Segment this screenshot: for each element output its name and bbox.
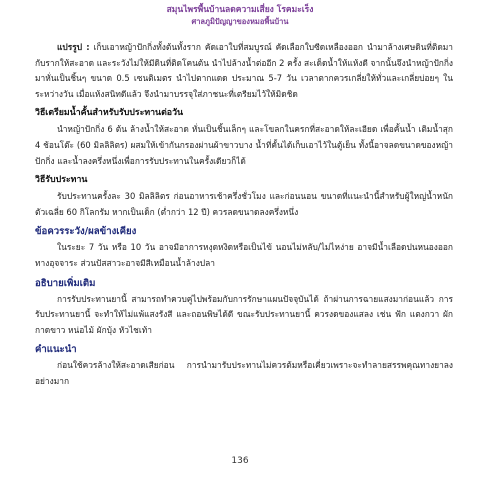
- intro-paragraph: [35, 40, 453, 102]
- section-title-warnings: ข้อควรระวัง/ผลข้างเคียง: [35, 226, 137, 238]
- section-text-preparation: นำหญ้าปักกิ่ง 6 ต้น ล้างน้ำให้สะอาด หั่นเป็นชิ้นเล็กๆ และโขลกในครกที่สะอาดให้ละเอียด เพื่อคั้นน้ำ เติมน้ำสุก 4 ช้อนโต๊ะ (60 มิลลิลิตร) ผสมให้เข้ากันกรองผ่านผ้าขาวบาง น้ำที่คั้นได้เก็บเอาไว้ในตู้เย็น ทั้งนี้อาจลดขนาดของหญ้าปักกิ่ง และน้ำลงครึ่งหนึ่งเพื่อการรับประทานในครั้งเดียวก็ได้: [35, 124, 453, 166]
- section-text-advice: ก่อนใช้ควรล้างให้สะอาดเสียก่อน การนำมารับประทานไม่ควรต้มหรือเคี่ยวเพราะจะทำลายสรรพคุณทางยาลงอย่างมาก: [35, 360, 453, 386]
- page-header: [0, 5, 480, 27]
- section-title-dosage: วิธีรับประทาน: [35, 175, 88, 186]
- intro-text: เก็บเอาหญ้าปักกิ่งทั้งต้นทั้งราก คัดเอาใบที่สมบูรณ์ คัดเลือกใบซีดเหลืองออก นำมาล้างเศษดินที่ติดมากับรากให้สะอาด และระวังไม่ให้มีดินที่ติดโคนต้น นำไปล้างน้ำต่ออีก 2 ครั้ง สะเด็ดน้ำให้แห้งดี จากนั้นจึงนำหญ้าปักกิ่งมาหั่นเป็นชิ้นๆ ขนาด 0.5 เซนติเมตร นำไปตากแดด ประมาณ 5-7 วัน เวลาตากควรเกลี่ยให้ทั่วและเกลี่ยบ่อยๆ ในระหว่างวัน เมื่อแห้งสนิทดีแล้ว จึงนำมาบรรจุใส่ภาชนะที่เตรียมไว้ให้มิดชิด: [35, 42, 454, 99]
- header-subtitle: ศาลภูมิปัญญาของหมอพื้นบ้าน: [191, 17, 289, 26]
- section-text-dosage: รับประทานครั้งละ 30 มิลลิลิตร ก่อนอาหารเช้าครึ่งชั่วโมง และก่อนนอน ขนาดที่แนะนำนี้สำหรับผู้ใหญ่น้ำหนักตัวเฉลี่ย 60 กิโลกรัม หากเป็นเด็ก (ต่ำกว่า 12 ปี) ควรลดขนาดลงครึ่งหนึ่ง: [35, 191, 453, 217]
- page-number: 136: [231, 456, 249, 466]
- intro-lead: แปรรูป :: [57, 42, 90, 52]
- section-title-additional: อธิบายเพิ่มเติม: [35, 277, 96, 289]
- section-title-advice: คำแนะนำ: [35, 344, 77, 356]
- section-title-preparation: วิธีเตรียมน้ำคั้นสำหรับรับประทานต่อวัน: [35, 108, 184, 119]
- section-text-warnings: ในระยะ 7 วัน หรือ 10 วัน อาจมีอาการหงุดหงิดหรือเป็นไข้ นอนไม่หลับ/ไม่ไหง่าย อาจมีน้ำเลือดปนหนองออกทางอุจจาระ ส่วนปัสสาวะอาจมีสีเหมือนน้ำล้างปลา: [35, 242, 453, 268]
- section-text-additional: การรับประทานยานี้ สามารถทำควบคู่ไปพร้อมกับการรักษาแผนปัจจุบันได้ ถ้าผ่านการฉายแสงมาก่อนแล้ว การรับประทานยานี้ จะทำให้ไม่แพ้แสงรังสี และถอนพิษได้ดี ขณะรับประทานยานี้ ควรงดของแสลง เช่น ฟัก แตงกวา ผักกาดขาว หน่อไม้ ผักบุ้ง หัวไชเท้า: [35, 293, 453, 335]
- header-title: สมุนไพรพื้นบ้านลดความเสี่ยง โรคมะเร็ง: [166, 5, 314, 15]
- page-content: [35, 40, 453, 390]
